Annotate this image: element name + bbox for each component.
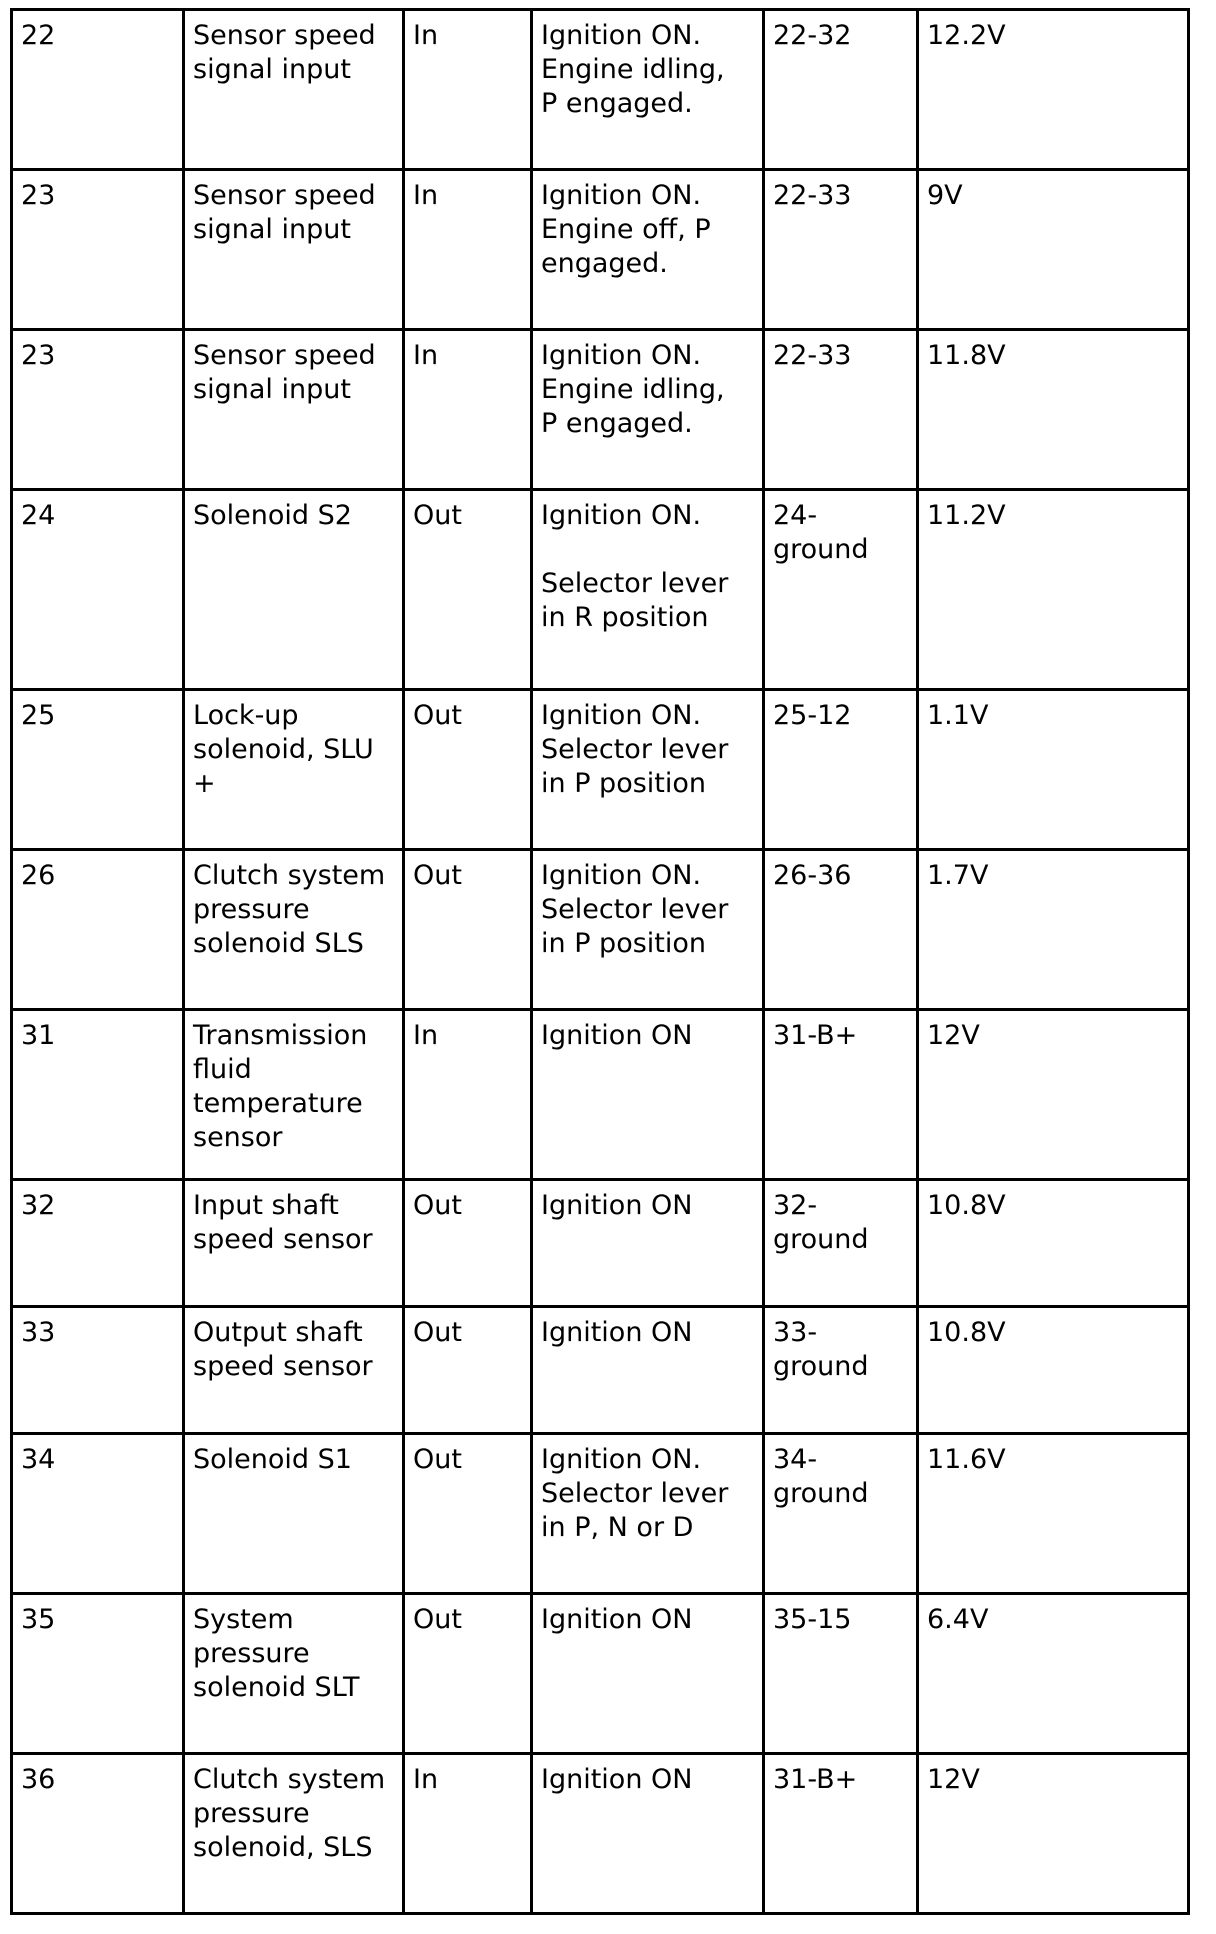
direction-cell: Out	[404, 690, 532, 850]
direction-cell: Out	[404, 490, 532, 690]
component-cell: Transmission fluid temperature sensor	[184, 1010, 404, 1180]
condition-cell: Ignition ON	[532, 1180, 764, 1307]
component-cell: Input shaft speed sensor	[184, 1180, 404, 1307]
table-row	[12, 850, 1189, 1010]
direction-cell: In	[404, 330, 532, 490]
test-points-cell: 26-36	[764, 850, 918, 1010]
direction-cell: Out	[404, 1594, 532, 1754]
component-cell: Output shaft speed sensor	[184, 1307, 404, 1434]
direction-cell: In	[404, 170, 532, 330]
condition-cell: Ignition ON	[532, 1307, 764, 1434]
test-points-cell: 22-32	[764, 10, 918, 170]
pin-cell: 35	[12, 1594, 184, 1754]
test-points-cell: 22-33	[764, 170, 918, 330]
pin-cell: 23	[12, 170, 184, 330]
condition-cell: Ignition ON. Selector lever in P, N or D	[532, 1434, 764, 1594]
table-row	[12, 1594, 1189, 1754]
pin-value-table	[10, 8, 1190, 1915]
component-cell: Lock-up solenoid, SLU +	[184, 690, 404, 850]
component-cell: Solenoid S2	[184, 490, 404, 690]
condition-cell: Ignition ON	[532, 1754, 764, 1914]
pin-cell: 31	[12, 1010, 184, 1180]
table-row	[12, 490, 1189, 690]
condition-cell: Ignition ON	[532, 1010, 764, 1180]
condition-cell: Ignition ON. Selector lever in P position	[532, 690, 764, 850]
direction-cell: In	[404, 1754, 532, 1914]
table-row	[12, 10, 1189, 170]
value-cell: 11.8V	[918, 330, 1189, 490]
test-points-cell: 34- ground	[764, 1434, 918, 1594]
value-cell: 10.8V	[918, 1307, 1189, 1434]
pin-cell: 36	[12, 1754, 184, 1914]
component-cell: Clutch system pressure solenoid SLS	[184, 850, 404, 1010]
table-row	[12, 170, 1189, 330]
table-row	[12, 330, 1189, 490]
component-cell: Sensor speed signal input	[184, 10, 404, 170]
direction-cell: In	[404, 10, 532, 170]
table-row	[12, 1754, 1189, 1914]
value-cell: 12.2V	[918, 10, 1189, 170]
direction-cell: Out	[404, 1307, 532, 1434]
test-points-cell: 22-33	[764, 330, 918, 490]
value-cell: 12V	[918, 1010, 1189, 1180]
condition-cell: Ignition ON. Engine idling, P engaged.	[532, 330, 764, 490]
value-cell: 11.2V	[918, 490, 1189, 690]
table-row	[12, 1180, 1189, 1307]
pin-cell: 26	[12, 850, 184, 1010]
pin-cell: 22	[12, 10, 184, 170]
condition-cell: Ignition ON. Selector lever in P position	[532, 850, 764, 1010]
test-points-cell: 24- ground	[764, 490, 918, 690]
table-row	[12, 1010, 1189, 1180]
component-cell: Sensor speed signal input	[184, 170, 404, 330]
condition-cell: Ignition ON. Engine idling, P engaged.	[532, 10, 764, 170]
table-row	[12, 690, 1189, 850]
value-cell: 10.8V	[918, 1180, 1189, 1307]
table-row	[12, 1307, 1189, 1434]
pin-cell: 34	[12, 1434, 184, 1594]
pin-cell: 24	[12, 490, 184, 690]
condition-cell: Ignition ON	[532, 1594, 764, 1754]
test-points-cell: 35-15	[764, 1594, 918, 1754]
table-row	[12, 1434, 1189, 1594]
component-cell: Sensor speed signal input	[184, 330, 404, 490]
value-cell: 1.1V	[918, 690, 1189, 850]
direction-cell: Out	[404, 850, 532, 1010]
pin-cell: 33	[12, 1307, 184, 1434]
value-cell: 9V	[918, 170, 1189, 330]
condition-cell: Ignition ON. Selector lever in R position	[532, 490, 764, 690]
direction-cell: Out	[404, 1434, 532, 1594]
component-cell: Solenoid S1	[184, 1434, 404, 1594]
document-page	[10, 8, 1187, 1915]
value-cell: 6.4V	[918, 1594, 1189, 1754]
test-points-cell: 32- ground	[764, 1180, 918, 1307]
pin-cell: 23	[12, 330, 184, 490]
condition-cell: Ignition ON. Engine off, P engaged.	[532, 170, 764, 330]
value-cell: 11.6V	[918, 1434, 1189, 1594]
value-cell: 12V	[918, 1754, 1189, 1914]
test-points-cell: 31-B+	[764, 1010, 918, 1180]
direction-cell: In	[404, 1010, 532, 1180]
direction-cell: Out	[404, 1180, 532, 1307]
pin-cell: 25	[12, 690, 184, 850]
value-cell: 1.7V	[918, 850, 1189, 1010]
test-points-cell: 25-12	[764, 690, 918, 850]
component-cell: Clutch system pressure solenoid, SLS	[184, 1754, 404, 1914]
test-points-cell: 33- ground	[764, 1307, 918, 1434]
test-points-cell: 31-B+	[764, 1754, 918, 1914]
pin-cell: 32	[12, 1180, 184, 1307]
component-cell: System pressure solenoid SLT	[184, 1594, 404, 1754]
